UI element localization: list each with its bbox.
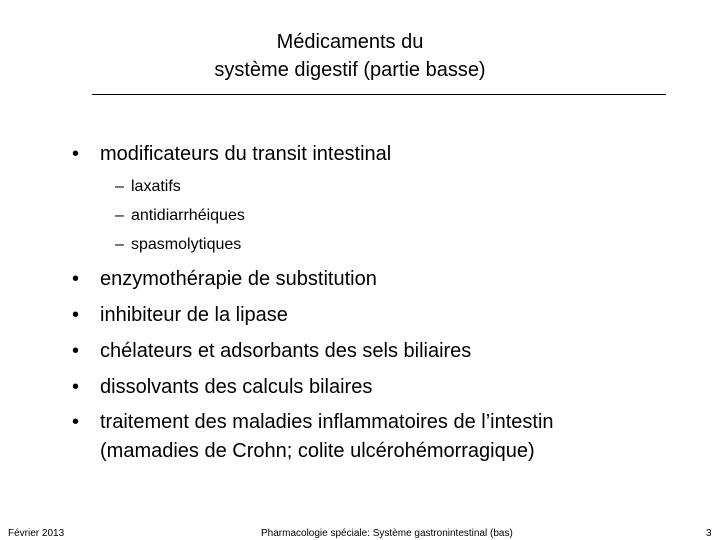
sub-item-spasmolytiques — [115, 235, 241, 255]
bullet-text: inhibiteur de la lipase — [100, 304, 288, 326]
sub-marker: – — [115, 178, 124, 195]
sub-item-laxatifs — [115, 177, 181, 197]
sub-text: laxatifs — [131, 178, 181, 195]
title-line-1: Médicaments du — [276, 31, 424, 53]
sub-text: spasmolytiques — [131, 236, 242, 253]
footer-date: Février 2013 — [8, 528, 65, 539]
bullet-text: dissolvants des calculs bilaires — [100, 376, 373, 398]
sub-marker: – — [115, 207, 124, 224]
bullet-marker: • — [72, 376, 80, 398]
bullet-marker: • — [72, 143, 80, 165]
bullet-marker: • — [72, 340, 80, 362]
slide-title — [150, 28, 550, 84]
page-number: 3 — [706, 528, 712, 539]
sub-marker: – — [115, 236, 124, 253]
title-line-2: système digestif (partie basse) — [214, 59, 486, 81]
bullet-text: modificateurs du transit intestinal — [100, 143, 392, 165]
sub-text: antidiarrhéiques — [131, 207, 245, 224]
bullet-text-line-2: (mamadies de Crohn; colite ulcérohémorragique) — [100, 440, 535, 462]
sub-item-antidiarrheiques — [115, 206, 245, 226]
bullet-marker: • — [72, 304, 80, 326]
bullet-text: traitement des maladies inflammatoires de l’intestin — [100, 411, 554, 433]
bullet-text: enzymothérapie de substitution — [100, 268, 377, 290]
bullet-marker: • — [72, 411, 80, 433]
title-divider — [92, 94, 666, 95]
footer-course-title: Pharmacologie spéciale: Système gastronintestinal (bas) — [261, 528, 513, 539]
bullet-text: chélateurs et adsorbants des sels biliaires — [100, 340, 472, 362]
bullet-marker: • — [72, 268, 80, 290]
